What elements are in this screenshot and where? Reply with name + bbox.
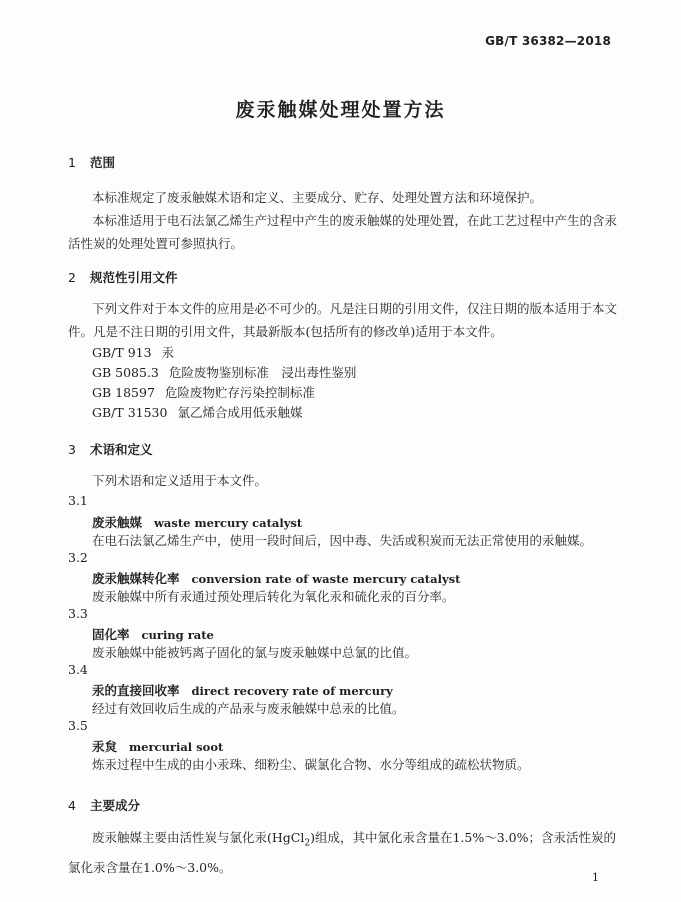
term-heading xyxy=(92,513,302,531)
page-number: 1 xyxy=(592,871,599,884)
section-title: 主要成分 xyxy=(90,798,141,813)
section-4-text-b: )组成，其中氯化汞含量在1.5%～3.0%；含汞活性炭的氯化汞含量在1.0%～3.0%。 xyxy=(68,830,616,875)
reference-item xyxy=(92,383,315,401)
term-number: 3.5 xyxy=(68,718,88,733)
term-heading xyxy=(92,625,214,643)
term-definition: 废汞触媒中能被钙离子固化的氯与废汞触媒中总氯的比值。 xyxy=(92,645,418,660)
term-number: 3.1 xyxy=(68,493,88,508)
term-en: curing rate xyxy=(141,628,214,642)
section-2-heading xyxy=(68,268,178,286)
term-definition: 废汞触媒中所有汞通过预处理后转化为氧化汞和硫化汞的百分率。 xyxy=(92,589,455,604)
section-3-heading xyxy=(68,440,153,458)
reference-code: GB/T 31530 xyxy=(92,405,168,420)
term-zh: 汞炱 xyxy=(92,739,118,754)
section-1-paragraph-1: 本标准规定了废汞触媒术语和定义、主要成分、贮存、处理处置方法和环境保护。 xyxy=(92,190,543,205)
section-3-intro: 下列术语和定义适用于本文件。 xyxy=(92,473,268,488)
term-zh: 固化率 xyxy=(92,627,130,642)
term-definition: 在电石法氯乙烯生产中，使用一段时间后，因中毒、失活或积炭而无法正常使用的汞触媒。 xyxy=(92,533,593,548)
reference-item xyxy=(92,403,302,421)
reference-name: 危险废物鉴别标准 浸出毒性鉴别 xyxy=(168,365,357,380)
term-number: 3.4 xyxy=(68,662,88,677)
term-number: 3.2 xyxy=(68,550,88,565)
reference-item xyxy=(92,343,174,361)
reference-name: 危险废物贮存污染控制标准 xyxy=(164,385,315,400)
term-en: conversion rate of waste mercury catalyst xyxy=(191,572,461,586)
term-zh: 废汞触媒转化率 xyxy=(92,571,180,586)
section-number: 1 xyxy=(68,155,76,170)
section-1-heading xyxy=(68,153,115,171)
reference-name: 氯乙烯合成用低汞触媒 xyxy=(177,405,303,420)
term-zh: 汞的直接回收率 xyxy=(92,683,180,698)
term-en: direct recovery rate of mercury xyxy=(191,684,393,698)
section-4-text-a: 废汞触媒主要由活性炭与氯化汞(HgCl xyxy=(92,830,305,845)
standard-number: GB/T 36382—2018 xyxy=(485,34,611,48)
term-zh: 废汞触媒 xyxy=(92,515,143,530)
subscript: 2 xyxy=(304,838,311,849)
section-title: 规范性引用文件 xyxy=(90,270,178,285)
section-number: 2 xyxy=(68,270,76,285)
reference-code: GB 18597 xyxy=(92,385,155,400)
term-en: mercurial soot xyxy=(129,740,224,754)
section-number: 3 xyxy=(68,442,76,457)
term-en: waste mercury catalyst xyxy=(154,516,303,530)
term-definition: 经过有效回收后生成的产品汞与废汞触媒中总汞的比值。 xyxy=(92,701,405,716)
term-definition: 炼汞过程中生成的由小汞珠、细粉尘、碳氯化合物、水分等组成的疏松状物质。 xyxy=(92,757,530,772)
section-4-paragraph xyxy=(68,826,620,879)
section-number: 4 xyxy=(68,798,76,813)
section-1-paragraph-2: 本标准适用于电石法氯乙烯生产过程中产生的废汞触媒的处理处置，在此工艺过程中产生的含汞活性炭的处理处置可参照执行。 xyxy=(68,213,618,251)
section-title: 范围 xyxy=(90,155,116,170)
section-title: 术语和定义 xyxy=(90,442,153,457)
term-heading xyxy=(92,681,393,699)
section-4-heading xyxy=(68,796,140,814)
reference-code: GB/T 913 xyxy=(92,345,152,360)
term-number: 3.3 xyxy=(68,606,88,621)
section-2-paragraph: 下列文件对于本文件的应用是必不可少的。凡是注日期的引用文件，仅注日期的版本适用于本文件。凡是不注日期的引用文件，其最新版本(包括所有的修改单)适用于本文件。 xyxy=(68,301,618,339)
term-heading xyxy=(92,569,460,587)
document-title: 废汞触媒处理处置方法 xyxy=(235,99,446,121)
reference-name: 汞 xyxy=(161,345,175,360)
reference-item xyxy=(92,363,356,381)
reference-code: GB 5085.3 xyxy=(92,365,159,380)
term-heading xyxy=(92,737,223,755)
